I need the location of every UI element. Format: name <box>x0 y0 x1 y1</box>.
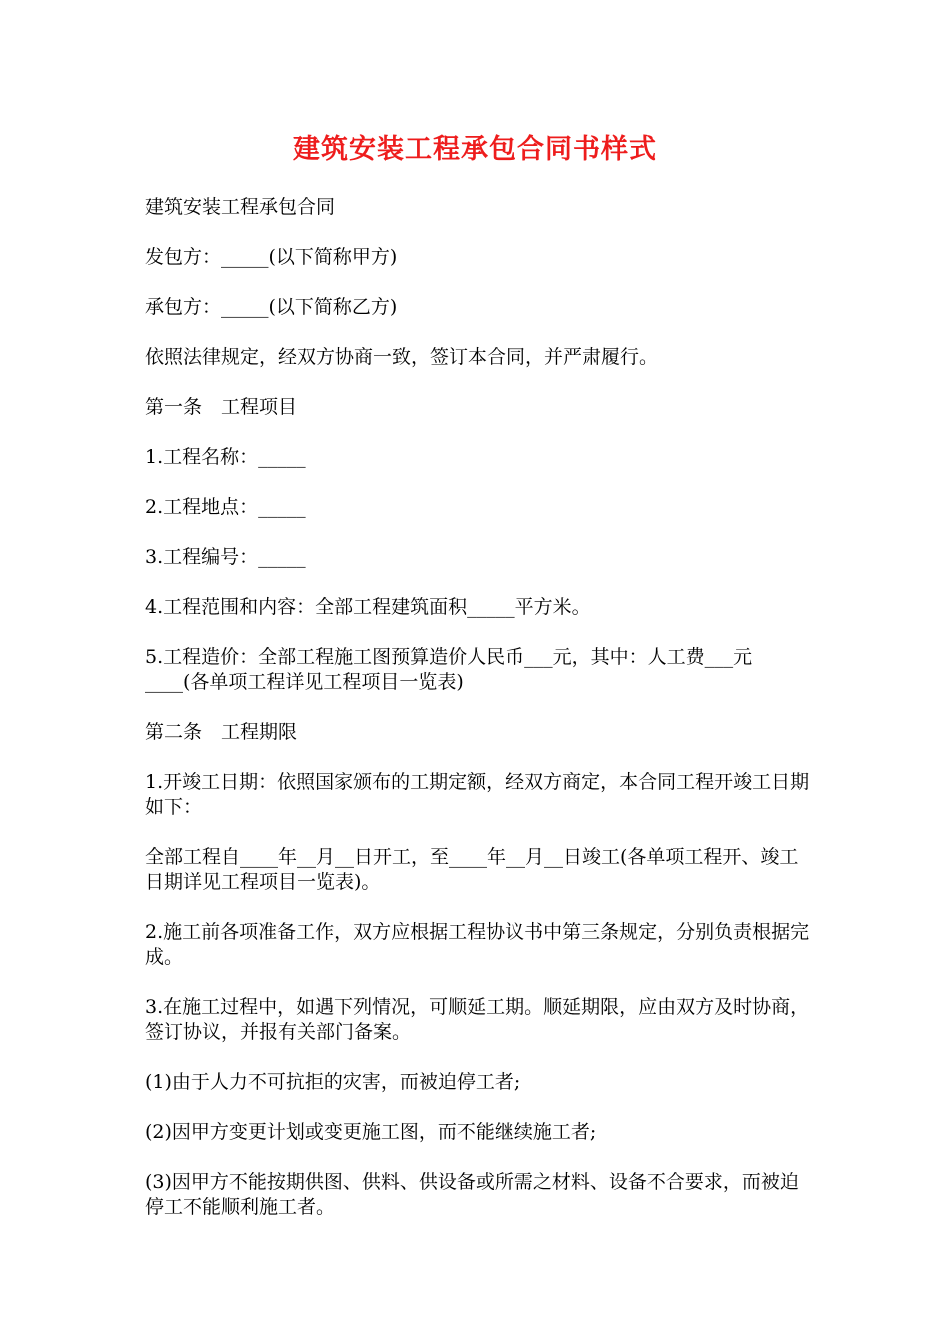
extension-item-3: (3)因甲方不能按期供图、供料、供设备或所需之材料、设备不合要求，而被迫停工不能顺利施工者。 <box>145 1171 799 1218</box>
project-scope-line: 4.工程范围和内容：全部工程建筑面积_____平方米。 <box>145 596 591 618</box>
project-number-line: 3.工程编号：_____ <box>145 546 306 568</box>
preparation-paragraph: 2.施工前各项准备工作，双方应根据工程协议书中第三条规定，分别负责根据完成。 <box>145 921 810 968</box>
article-2-heading: 第二条 工程期限 <box>145 721 298 743</box>
party-b-line: 承包方：_____(以下简称乙方) <box>145 296 398 318</box>
extension-item-1: (1)由于人力不可抗拒的灾害，而被迫停工者; <box>145 1071 521 1093</box>
project-cost-paragraph: 5.工程造价：全部工程施工图预算造价人民币___元，其中：人工费___元____(各单项工程详见工程项目一览表) <box>145 646 753 693</box>
party-a-line: 发包方：_____(以下简称甲方) <box>145 246 398 268</box>
document-body <box>145 195 810 1245</box>
document-title: 建筑安装工程承包合同书样式 <box>293 134 657 165</box>
project-name-line: 1.工程名称：_____ <box>145 446 306 468</box>
extension-paragraph: 3.在施工过程中，如遇下列情况，可顺延工期。顺延期限，应由双方及时协商，签订协议，并报有关部门备案。 <box>145 996 810 1043</box>
extension-item-2: (2)因甲方变更计划或变更施工图，而不能继续施工者; <box>145 1121 597 1143</box>
start-end-date-paragraph: 全部工程自____年__月__日开工，至____年__月__日竣工(各单项工程开、竣工日期详见工程项目一览表)。 <box>145 846 799 893</box>
contract-heading: 建筑安装工程承包合同 <box>145 196 336 218</box>
article-1-heading: 第一条 工程项目 <box>145 396 298 418</box>
schedule-paragraph: 1.开竣工日期：依照国家颁布的工期定额，经双方商定，本合同工程开竣工日期如下： <box>145 771 810 818</box>
preamble-paragraph: 依照法律规定，经双方协商一致，签订本合同，并严肃履行。 <box>145 346 659 368</box>
project-location-line: 2.工程地点：_____ <box>145 496 306 518</box>
